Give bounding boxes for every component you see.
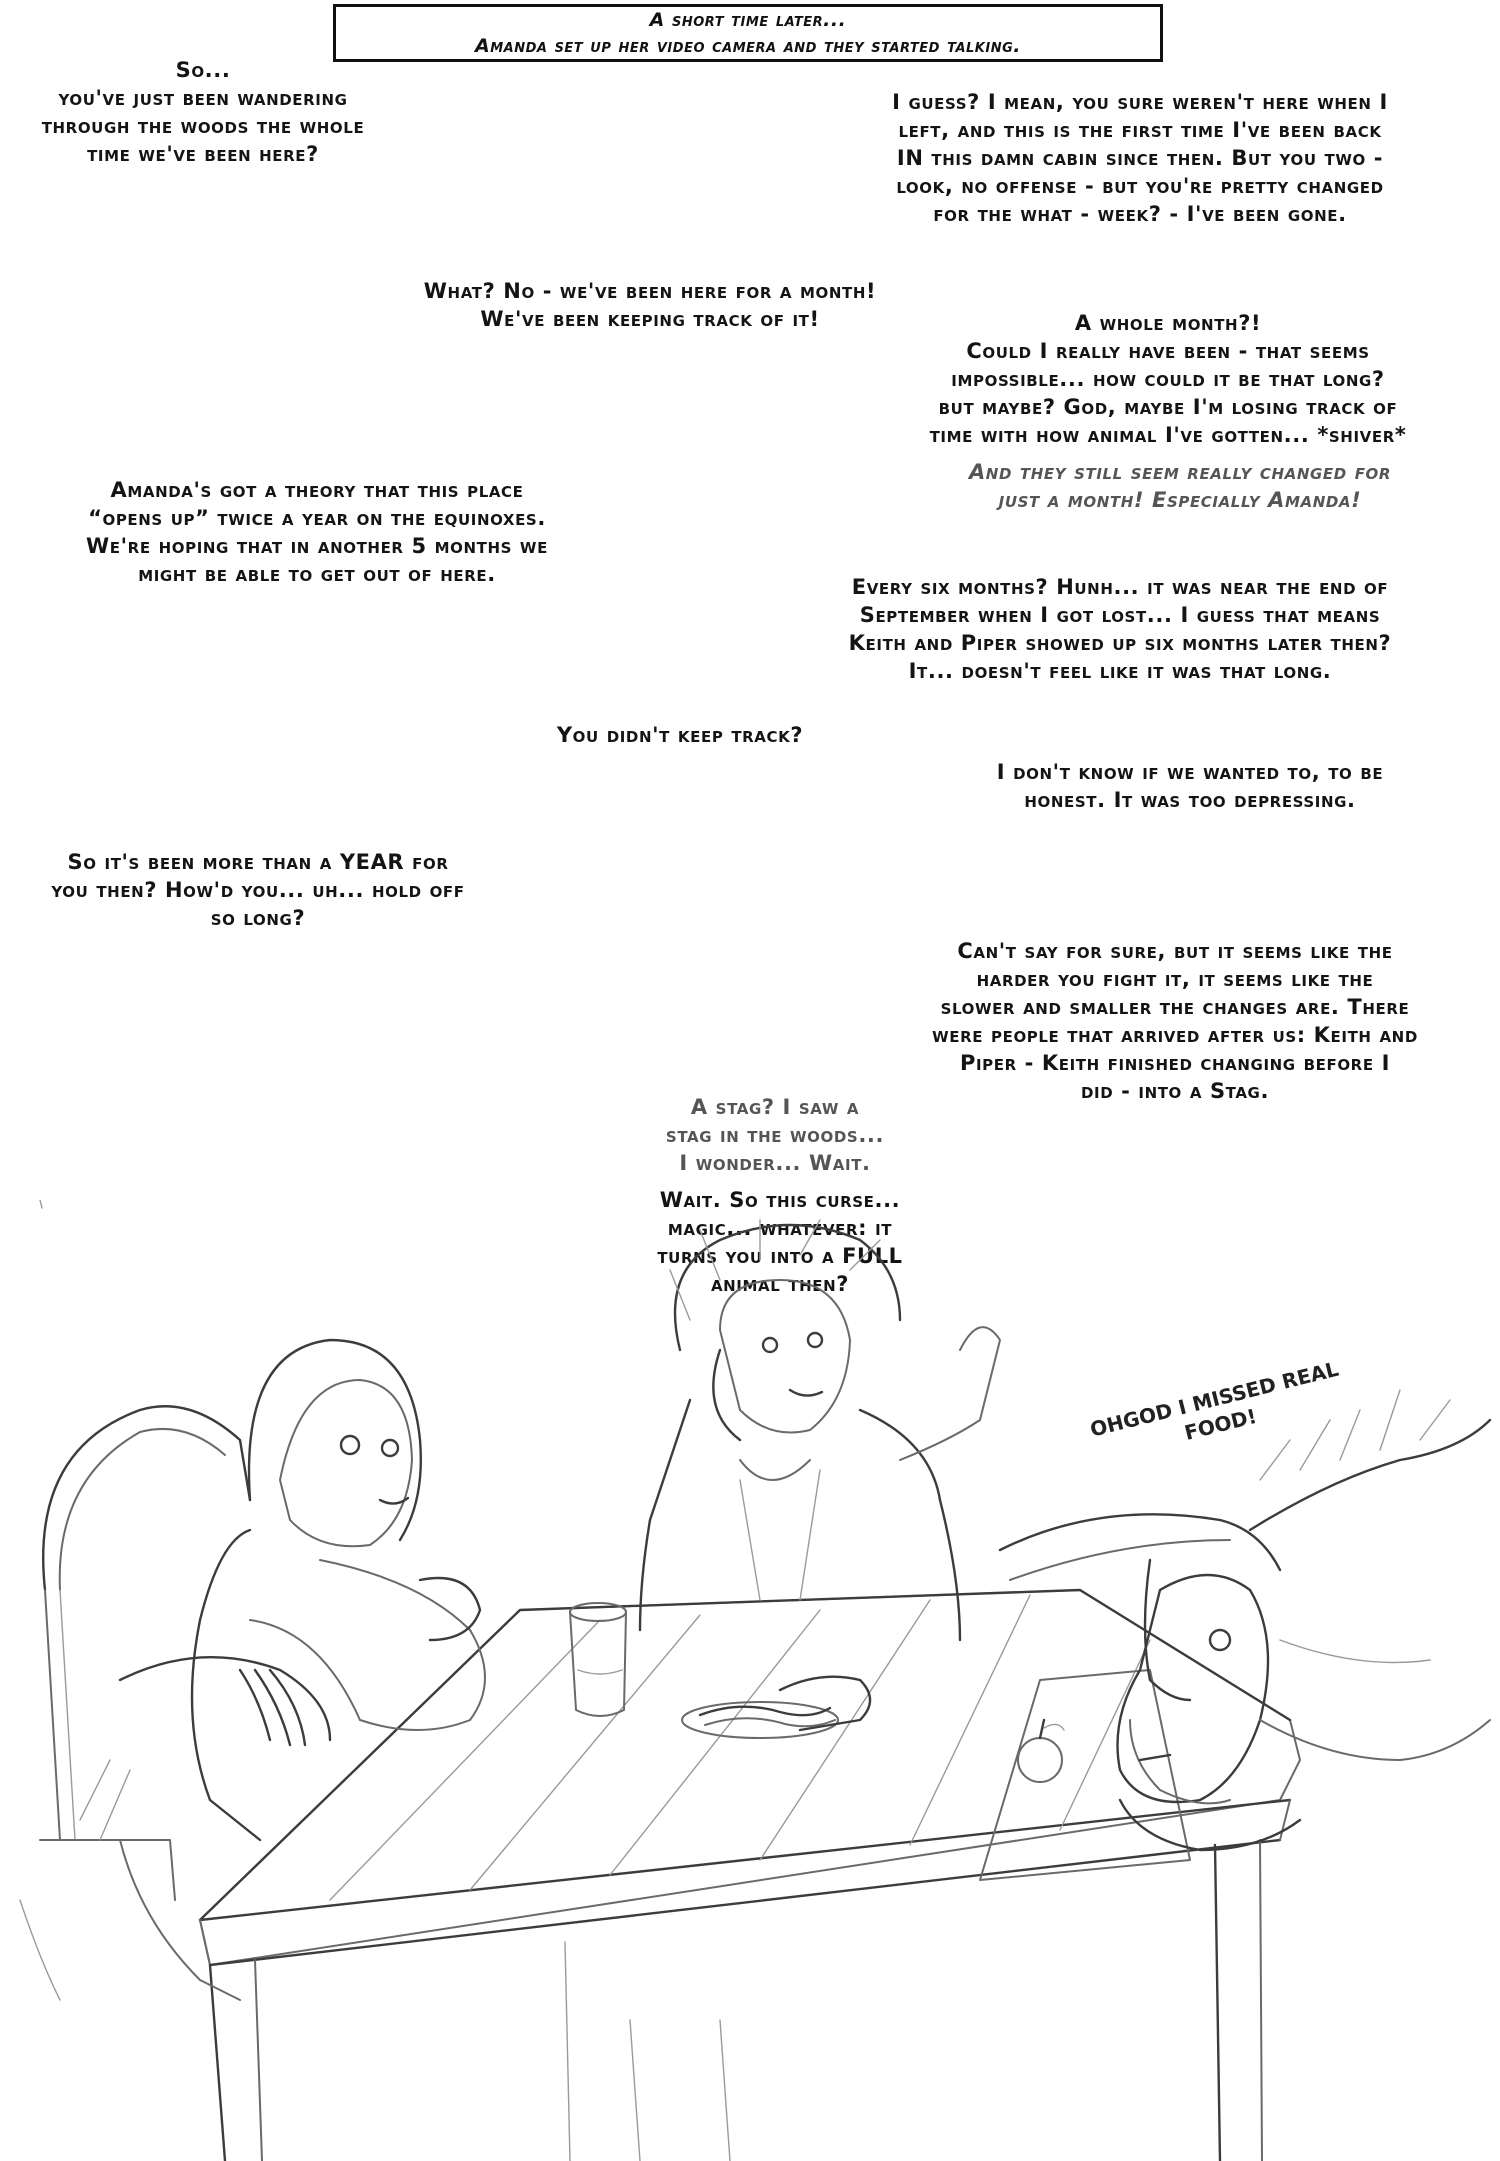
wooden-chair	[40, 1406, 250, 1900]
paper-speck	[40, 1200, 42, 1208]
scene-illustration	[0, 1200, 1500, 2161]
speech-amanda-month: What? No - we've been here for a month! We've been keeping track of it!	[423, 279, 877, 331]
narration-caption-line-1: A short time later...	[649, 9, 847, 31]
speech-keep-track: You didn't keep track?	[556, 723, 804, 747]
narration-caption-line-2: Amanda set up her video camera and they started talking.	[475, 35, 1021, 57]
speech-gray-stag: A stag? I saw a stag in the woods... I wonder... Wait.	[665, 1095, 885, 1175]
thought-stranger-changed: And they still seem really changed for just a month! Especially Amanda!	[968, 460, 1392, 512]
sfx-ohgod-real-food: OHGOD I MISSED REAL FOOD!	[1087, 1356, 1341, 1445]
speech-stranger-whole-month: A whole month?! Could I really have been - that seems impossible... how could it be that long? but maybe? God, maybe I'm losing track of time with how animal I've gotten... *shiver*	[929, 311, 1407, 447]
speech-amanda-wandering: So... you've just been wandering through the woods the whole time we've been here?	[41, 58, 365, 166]
wooden-table	[200, 1590, 1300, 2161]
speech-stranger-six-months: Every six months? Hunh... it was near the end of September when I got lost... I guess that means Keith and Piper showed up six months later then? It... doesn't feel like it was that long.	[848, 575, 1392, 683]
speech-equinox-theory: Amanda's got a theory that this place “opens up” twice a year on the equinoxes. We're hoping that in another 5 months we might be able to get out of here.	[86, 478, 548, 586]
speech-stranger-i-guess: I guess? I mean, you sure weren't here when I left, and this is the first time I've been back IN this damn cabin since then. But you two - look, no offense - but you're pretty changed for the what - week? - I've been gone.	[892, 90, 1388, 226]
narration-caption-box	[333, 4, 1163, 62]
speech-more-than-year: So it's been more than a YEAR for you then? How'd you... uh... hold off so long?	[51, 850, 465, 930]
speech-stranger-depressing: I don't know if we wanted to, to be honest. It was too depressing.	[996, 760, 1384, 812]
speech-stranger-fight-it: Can't say for sure, but it seems like the harder you fight it, it seems like the slower and smaller the changes are. There were people that arrived after us: Keith and Piper - Keith finished changing before I did - into a Stag.	[932, 939, 1418, 1103]
speech-curse-full-animal: Wait. So this curse... magic... whatever: it turns you into a FULL animal then?	[657, 1188, 903, 1296]
